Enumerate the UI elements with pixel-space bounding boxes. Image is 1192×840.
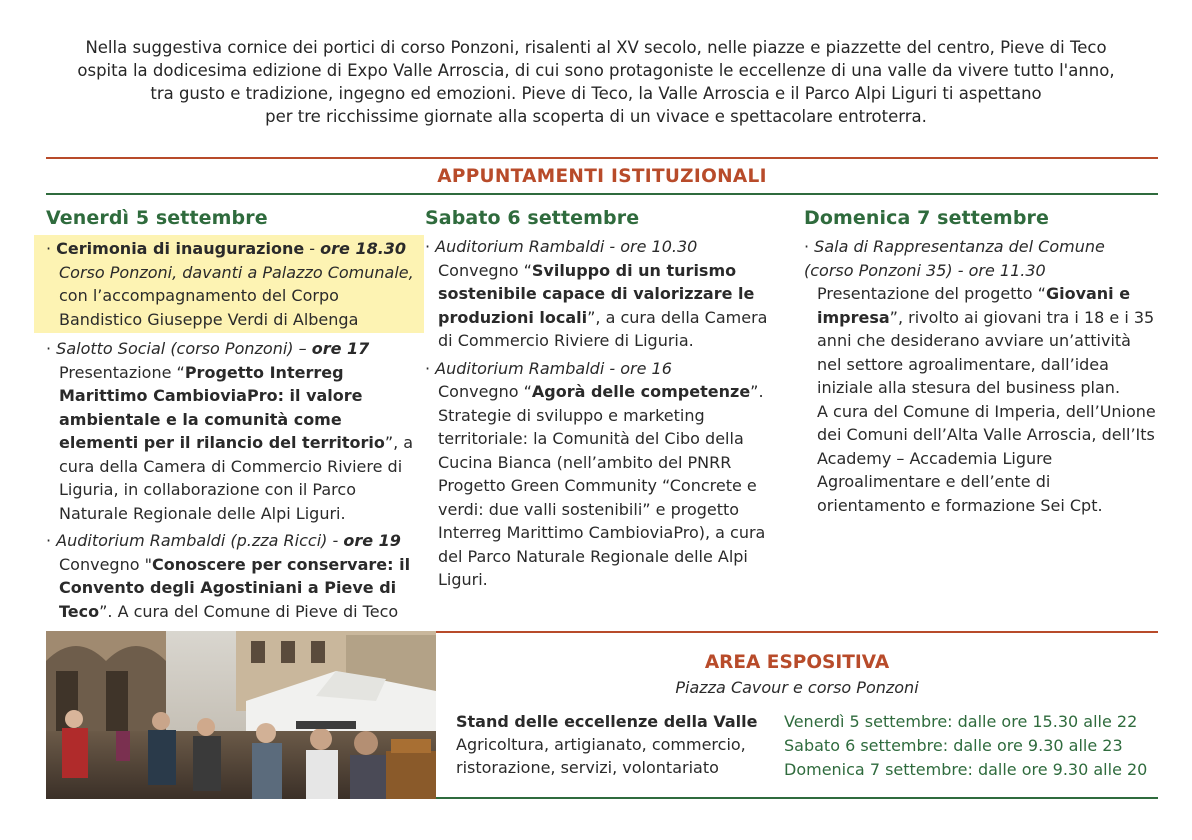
intro-line: Nella suggestiva cornice dei portici di corso Ponzoni, risalenti al XV secolo, nelle piazze e piazzette del centro, Pieve di Teco bbox=[85, 38, 1107, 57]
event-conoscere: · Auditorium Rambaldi (p.zza Ricci) - ore 19 Convegno "Conoscere per conservare: il Convento degli Agostiniani a Pieve di Teco”. A cura del Comune di Pieve di Teco bbox=[46, 531, 411, 621]
event-place: Auditorium Rambaldi - ore 16 bbox=[435, 358, 672, 378]
hours-line: Domenica 7 settembre: dalle ore 9.30 alle 20 bbox=[784, 760, 1148, 779]
divider-area-red bbox=[436, 631, 1158, 633]
event-desc: con l’accompagnamento del Corpo Bandistico Giuseppe Verdi di Albenga bbox=[59, 286, 359, 329]
area-title: AREA ESPOSITIVA bbox=[704, 652, 890, 673]
event-giovani-impresa: · Sala di Rappresentanza del Comune (corso Ponzoni 35) - ore 11.30 Presentazione del progetto “Giovani e impresa”, rivolto ai giovani tra i 18 e i 35 anni che desiderano avviare un’attività nel settore agroalimentare, dall’idea iniziale alla stesura del business plan. A cura del Comune di Imperia, dell’Unione dei Comuni dell’Alta Valle Arroscia, dell’Its Academy – Accademia Ligure Agroalimentare e dell’ente di orientamento e formazione Sei Cpt. bbox=[804, 237, 1156, 515]
divider-bottom-green bbox=[436, 797, 1158, 799]
divider-top-green bbox=[46, 193, 1158, 195]
column-sunday bbox=[804, 207, 1156, 521]
event-title: Sviluppo di un turismo sostenibile capace di valorizzare le produzioni locali bbox=[438, 260, 755, 327]
area-subtitle: Piazza Cavour e corso Ponzoni bbox=[675, 678, 919, 697]
event-title: Conoscere per conservare: il Convento degli Agostiniani a Pieve di Teco bbox=[59, 554, 411, 621]
intro-line: tra gusto e tradizione, ingegno ed emozioni. Pieve di Teco, la Valle Arroscia e il Parco Alpi Liguri ti aspettano bbox=[150, 84, 1042, 103]
event-inauguration: · Cerimonia di inaugurazione - ore 18.30 Corso Ponzoni, davanti a Palazzo Comunale, con l’accompagnamento del Corpo Bandistico Giuseppe Verdi di Albenga bbox=[34, 235, 424, 333]
event-place: Auditorium Rambaldi - ore 10.30 bbox=[435, 237, 698, 256]
column-friday bbox=[46, 207, 418, 627]
event-salotto-social: · Salotto Social (corso Ponzoni) – ore 17 Presentazione “Progetto Interreg Marittimo CambioviaPro: il valore ambientale e la comunità come elementi per il rilancio del territorio”, a cura della Camera di Commercio Riviere di Liguria, in collaborazione con il Parco Naturale Regionale delle Alpi Liguri. bbox=[46, 339, 414, 523]
event-agora: · Auditorium Rambaldi - ore 16 Convegno “Agorà delle competenze”. Strategie di sviluppo e marketing territoriale: la Comunità del Cibo della Cucina Bianca (nell’ambito del PNRR Progetto Green Community “Concrete e verdi: due valli sostenibili” e progetto Interreg Marittimo CambioviaPro), a cura del Parco Naturale Regionale delle Alpi Liguri. bbox=[425, 358, 766, 589]
street-market-photo bbox=[46, 631, 436, 799]
event-time: ore 19 bbox=[343, 531, 401, 550]
section-title: APPUNTAMENTI ISTITUZIONALI bbox=[437, 166, 767, 187]
hours-line: Venerdì 5 settembre: dalle ore 15.30 alle 22 bbox=[784, 712, 1138, 731]
day-heading: Domenica 7 settembre bbox=[804, 207, 1049, 229]
event-title: Agorà delle competenze bbox=[531, 382, 751, 401]
stand-desc: Agricoltura, artigianato, commercio, ristorazione, servizi, volontariato bbox=[456, 735, 746, 777]
opening-hours bbox=[784, 710, 1156, 782]
event-credits: A cura del Comune di Imperia, dell’Unione dei Comuni dell’Alta Valle Arroscia, dell’Its Academy – Accademia Ligure Agroalimentare e dell’ente di orientamento e formazione Sei Cpt. bbox=[817, 401, 1156, 515]
stand-info bbox=[456, 710, 776, 779]
column-saturday bbox=[425, 207, 785, 596]
event-place: Sala di Rappresentanza del Comune (corso Ponzoni 35) - ore 11.30 bbox=[804, 237, 1105, 280]
event-time: ore 18.30 bbox=[320, 239, 407, 258]
hours-line: Sabato 6 settembre: dalle ore 9.30 alle 23 bbox=[784, 736, 1123, 755]
event-place: Auditorium Rambaldi (p.zza Ricci) - bbox=[56, 531, 344, 550]
event-title: Progetto Interreg Marittimo CambioviaPro: il valore ambientale e la comunità come elementi per il rilancio del territorio bbox=[59, 362, 385, 452]
intro-line: ospita la dodicesima edizione di Expo Valle Arroscia, di cui sono protagoniste le eccellenze di una valle da vivere tutto l'anno, bbox=[77, 61, 1115, 80]
event-title: Cerimonia di inaugurazione bbox=[56, 239, 305, 258]
event-time: ore 17 bbox=[311, 339, 370, 358]
event-place: Corso Ponzoni, davanti a Palazzo Comunale, bbox=[59, 262, 414, 282]
intro-line: per tre ricchissime giornate alla scoperta di un vivace e spettacolare entroterra. bbox=[265, 107, 927, 126]
event-place: Salotto Social (corso Ponzoni) – bbox=[56, 339, 312, 358]
day-heading: Venerdì 5 settembre bbox=[46, 207, 268, 229]
day-heading: Sabato 6 settembre bbox=[425, 207, 640, 229]
intro-paragraph bbox=[40, 36, 1152, 128]
divider-top-red bbox=[46, 157, 1158, 159]
stand-title: Stand delle eccellenze della Valle bbox=[456, 712, 758, 731]
event-title: Giovani e impresa bbox=[817, 284, 1131, 327]
event-turismo: · Auditorium Rambaldi - ore 10.30 Convegno “Sviluppo di un turismo sostenibile capace di valorizzare le produzioni locali”, a cura della Camera di Commercio Riviere di Liguria. bbox=[425, 237, 768, 350]
